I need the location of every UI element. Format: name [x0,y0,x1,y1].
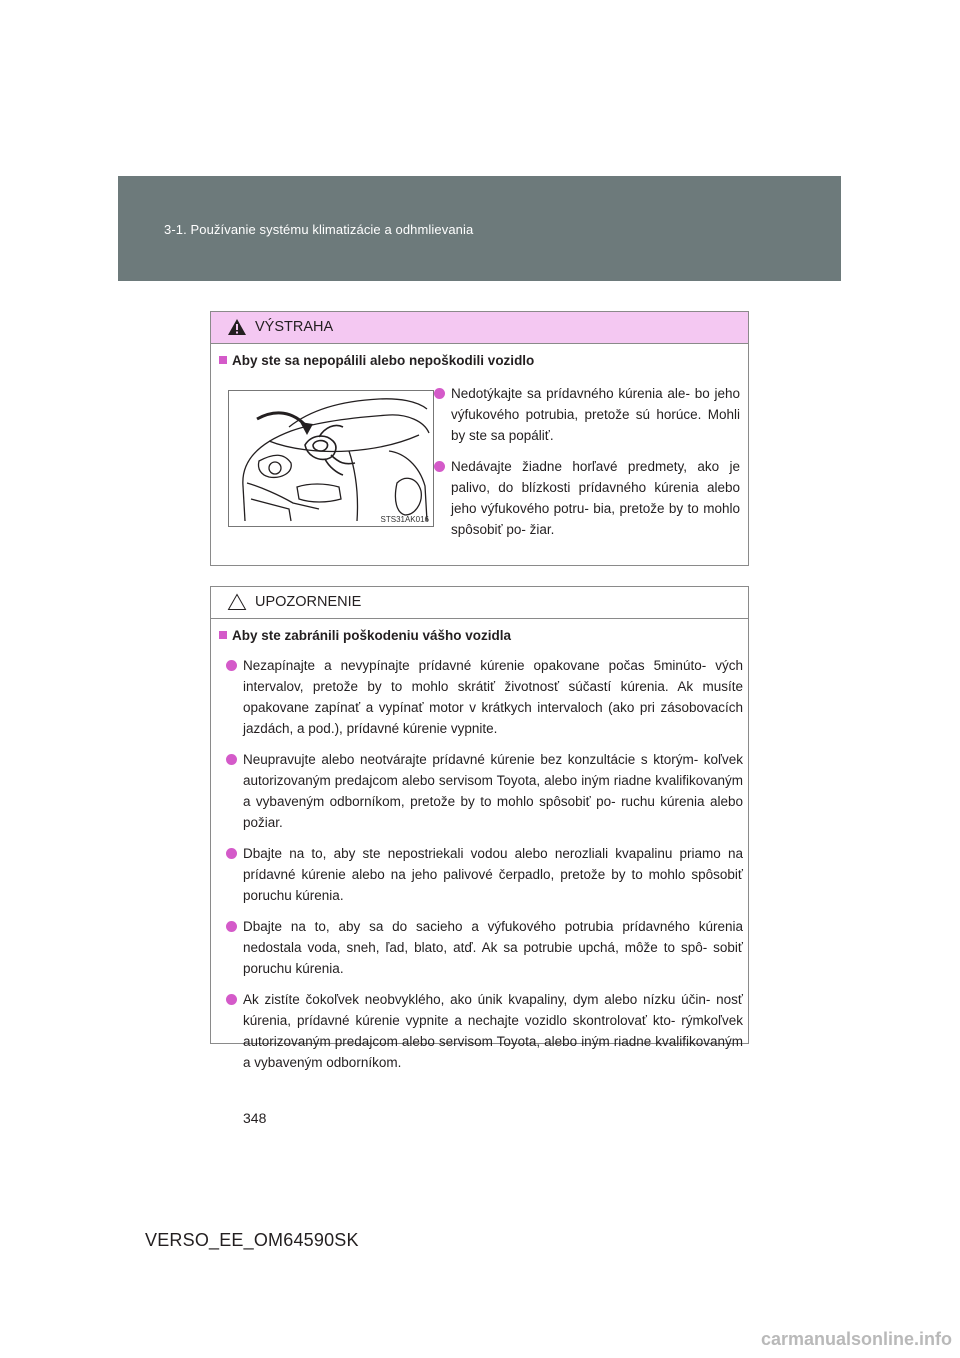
bullet-dot-icon [226,921,237,932]
section-header-band [118,176,841,281]
warning-bullet-list [433,383,740,550]
bullet-text: Neupravujte alebo neotvárajte prídavné kúrenie bez konzultácie s ktorým- koľvek autorizovaným predajcom alebo servisom Toyota, alebo iným riadne kvalifikovaným a vybaveným odborníkom, pretože by to mohlo spôsobiť po- ruchu kúrenia alebo požiar. [243,752,743,830]
bullet-dot-icon [226,848,237,859]
bullet-text: Nedávajte žiadne horľavé predmety, ako je palivo, do blízkosti prídavného kúrenia alebo jeho výfukového potru- bia, pretože by to mohlo spôsobiť po- žiar. [451,459,740,537]
list-item [225,749,743,833]
list-item [433,383,740,446]
warning-label: VÝSTRAHA [255,319,334,335]
warning-heading [219,353,534,368]
warning-triangle-outline-icon [227,593,247,611]
warning-header [211,312,748,344]
bullet-dot-icon [434,461,445,472]
square-bullet-icon [219,631,227,639]
document-code: VERSO_EE_OM64590SK [145,1230,359,1250]
list-item [225,989,743,1073]
bullet-text: Ak zistíte čokoľvek neobvyklého, ako únik kvapaliny, dym alebo nízku účin- nosť kúrenia, prídavné kúrenie vypnite a nechajte vozidlo skontrolovať kto- rýmkoľvek autorizovaným predajcom alebo servisom Toyota, alebo iným riadne kvalifikovaným a vybaveným odborníkom. [243,992,743,1070]
caution-bullet-list [225,655,743,1083]
car-front-icon [229,391,433,526]
list-item [433,456,740,540]
page-number: 348 [243,1110,267,1126]
illustration-code: STS31AK016 [380,515,429,524]
bullet-text: Nedotýkajte sa prídavného kúrenia ale- bo jeho výfukového potrubia, pretože sú horúce. Mohli by ste sa popáliť. [451,386,740,443]
bullet-dot-icon [226,994,237,1005]
caution-box [210,586,749,1070]
bullet-text: Nezapínajte a nevypínajte prídavné kúrenie opakovane počas 5minúto- vých intervalov, pretože by to mohlo skrátiť životnosť súčastí kúrenia. Ak musíte opakovane zapínať a vypínať motor v krátkych intervaloch (ako pri zásobovacích jazdách, a pod.), prídavné kúrenie vypnite. [243,658,743,736]
bullet-dot-icon [226,754,237,765]
caution-heading-text: Aby ste zabránili poškodeniu vášho vozidla [232,628,512,643]
bullet-dot-icon [226,660,237,671]
bullet-text: Dbajte na to, aby sa do sacieho a výfukového potrubia prídavného kúrenia nedostala voda, sneh, ľad, blato, atď. Ak sa potrubie upchá, môže to spô- sobiť poruchu kúrenia. [243,919,743,976]
list-item [225,655,743,739]
car-heater-illustration [228,390,434,527]
watermark-link[interactable]: carmanualsonline.info [760,1329,952,1349]
warning-heading-text: Aby ste sa nepopálili alebo nepoškodili vozidlo [232,353,535,368]
caution-heading [219,628,511,643]
list-item [225,916,743,979]
warning-triangle-icon [227,318,247,336]
warning-box [210,311,749,566]
section-title: 3-1. Používanie systému klimatizácie a odhmlievania [164,222,474,237]
caution-label: UPOZORNENIE [255,594,362,610]
caution-header [211,587,748,619]
bullet-dot-icon [434,388,445,399]
square-bullet-icon [219,356,227,364]
list-item [225,843,743,906]
bullet-text: Dbajte na to, aby ste nepostriekali vodou alebo nerozliali kvapalinu priamo na prídavné kúrenie alebo na jeho palivové čerpadlo, pretože by to mohlo spôsobiť poruchu kúrenia. [243,846,743,903]
